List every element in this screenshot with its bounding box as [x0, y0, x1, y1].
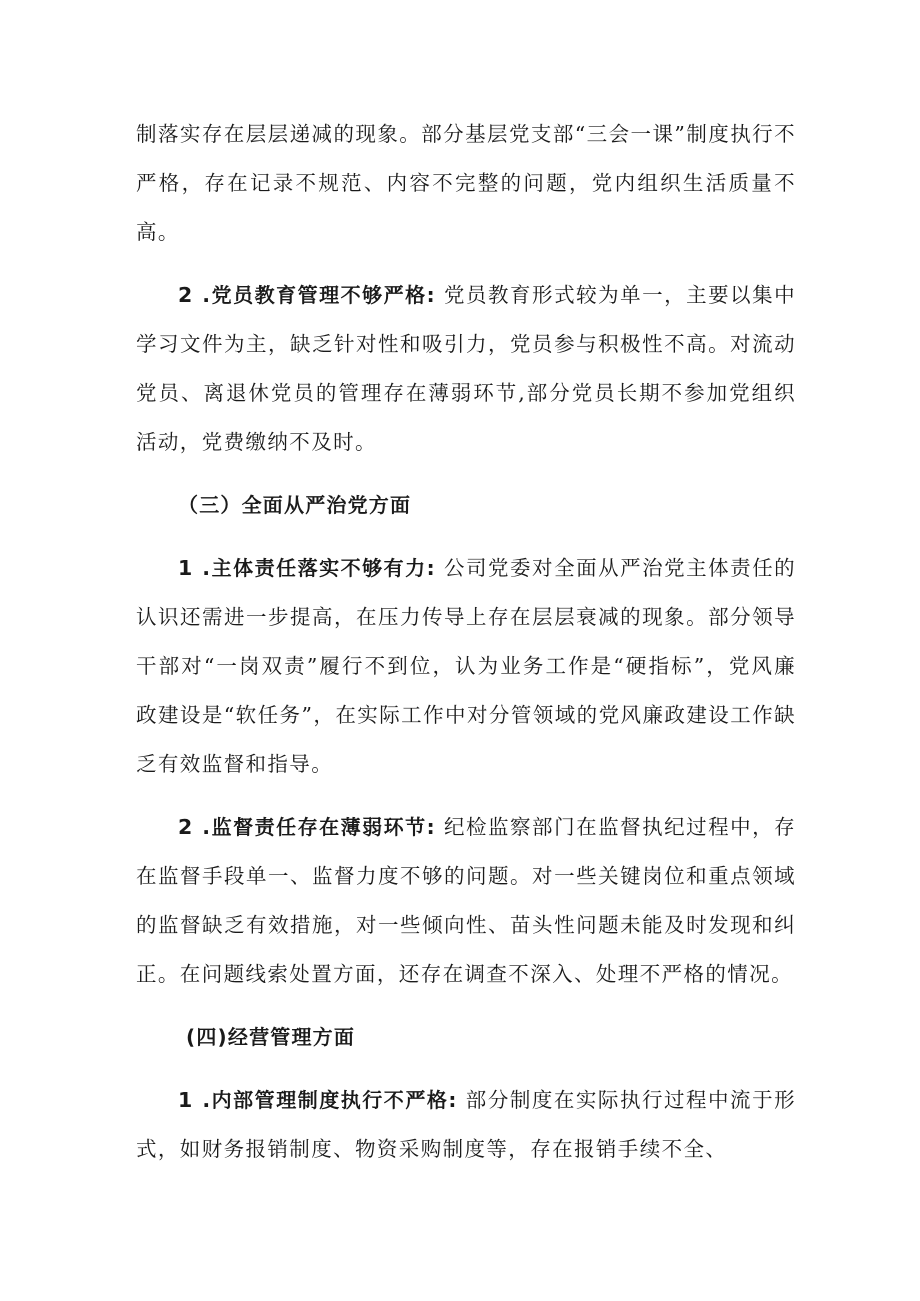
- item-number: 2 .: [178, 815, 212, 839]
- paragraph-continuation: [136, 110, 796, 257]
- paragraph-text: 党员教育形式较为单一，主要以集中学习文件为主，缺乏针对性和吸引力，党员参与积极性不高。对流动党员、离退休党员的管理存在薄弱环节,部分党员长期不参加党组织活动，党费缴纳不及时。: [136, 283, 796, 454]
- section-heading-strict-governance: （三）全面从严治党方面: [178, 493, 412, 517]
- section-heading-business-management: (四)经营管理方面: [186, 1025, 356, 1049]
- paragraph-supervision-responsibility: [136, 803, 796, 999]
- item-lead: 监督责任存在薄弱环节:: [211, 815, 437, 839]
- paragraph-text: 纪检监察部门在监督执纪过程中，存在监督手段单一、监督力度不够的问题。对一些关键岗位和重点领域的监督缺乏有效措施，对一些倾向性、苗头性问题未能及时发现和纠正。在问题线索处置方面，还存在调查不深入、处理不严格的情况。: [136, 815, 796, 986]
- paragraph-text: 公司党委对全面从严治党主体责任的认识还需进一步提高，在压力传导上存在层层衰减的现象。部分领导干部对“一岗双责”履行不到位，认为业务工作是“硬指标”，党风廉政建设是“软任务”，在实际工作中对分管领域的党风廉政建设工作缺乏有效监督和指导。: [136, 556, 796, 776]
- item-lead: 内部管理制度执行不严格:: [211, 1088, 458, 1112]
- paragraph-internal-management: [136, 1076, 796, 1174]
- item-number: 1 .: [178, 1088, 212, 1112]
- item-lead: 党员教育管理不够严格:: [211, 283, 437, 307]
- item-number: 2 .: [178, 283, 212, 307]
- item-lead: 主体责任落实不够有力:: [211, 556, 437, 580]
- paragraph-text: 部分制度在实际执行过程中流于形式，如财务报销制度、物资采购制度等，存在报销手续不全、: [136, 1088, 796, 1161]
- paragraph-text: 制落实存在层层递减的现象。部分基层党支部“三会一课”制度执行不严格，存在记录不规范、内容不完整的问题，党内组织生活质量不高。: [136, 122, 796, 244]
- item-number: 1 .: [178, 556, 212, 580]
- paragraph-main-responsibility: [136, 544, 796, 789]
- paragraph-party-member-education: [136, 271, 796, 467]
- document-body: [136, 110, 796, 1188]
